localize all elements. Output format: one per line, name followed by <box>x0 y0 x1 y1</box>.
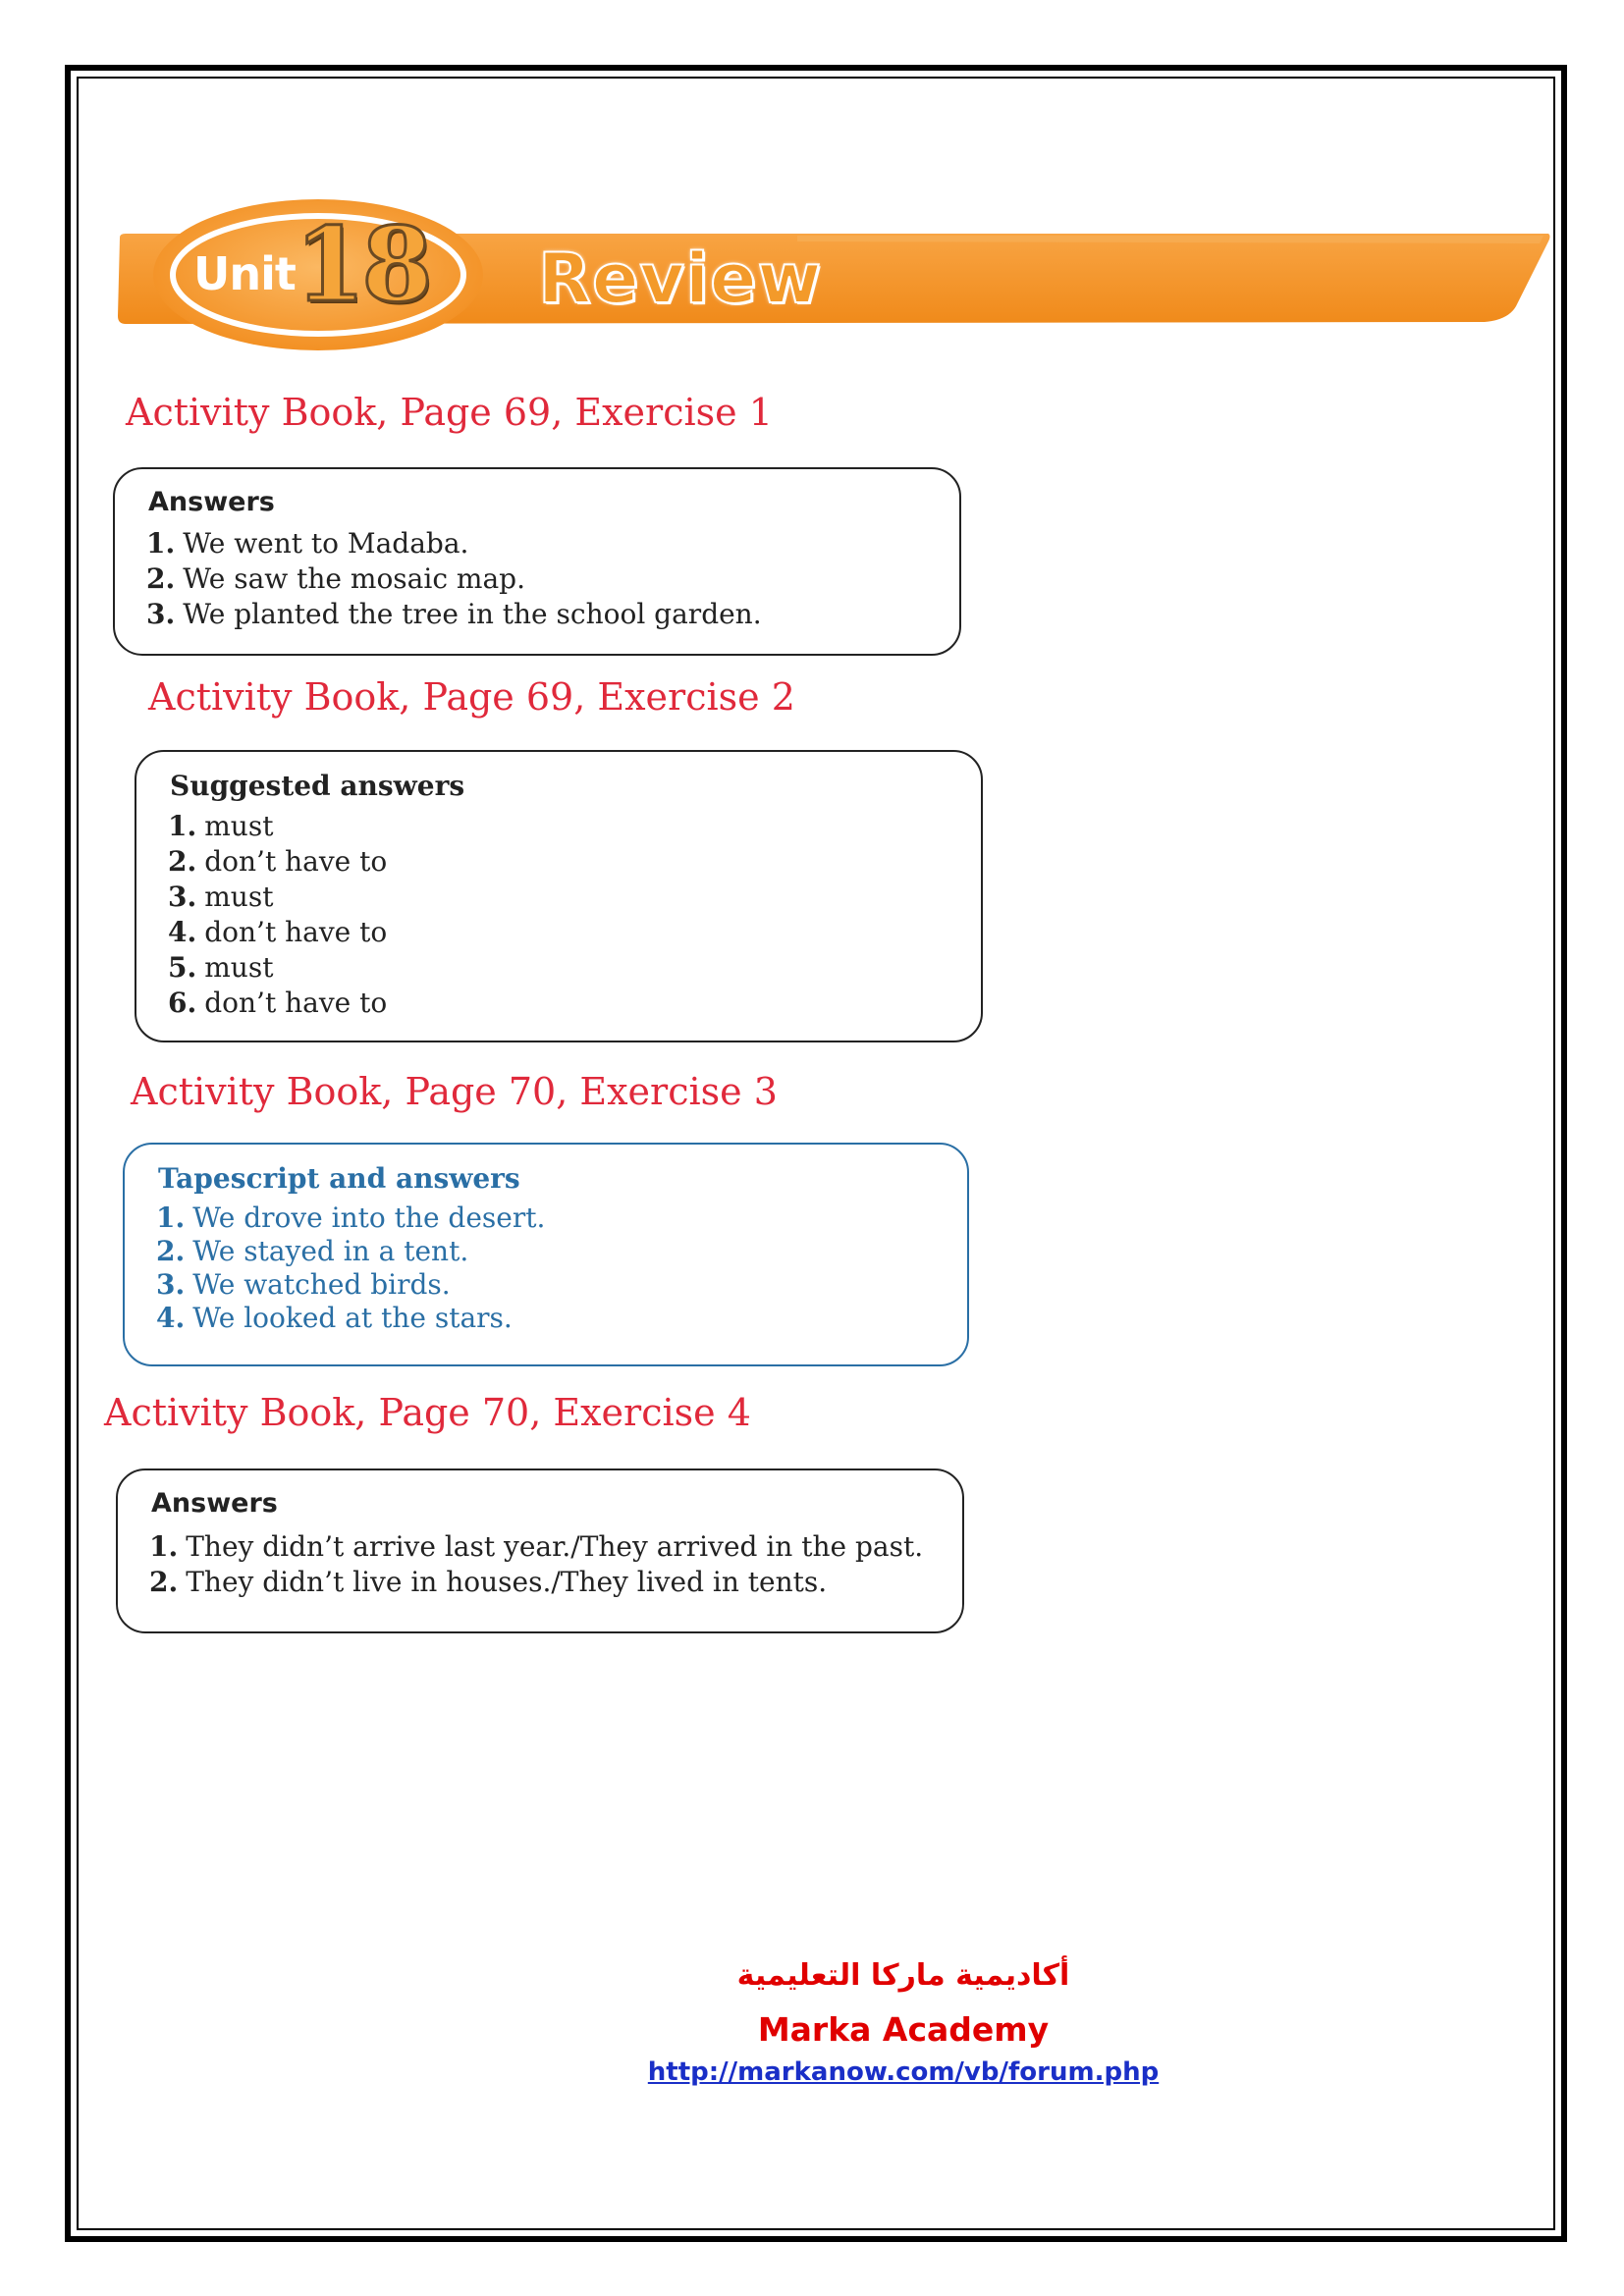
exercise-2-heading: Activity Book, Page 69, Exercise 2 <box>148 675 795 719</box>
list-item: 2. They didn’t live in houses./They lived in tents. <box>149 1566 828 1598</box>
list-item: 1. We drove into the desert. <box>156 1201 546 1234</box>
list-item: 2. We stayed in a tent. <box>156 1235 469 1267</box>
unit-label: Unit <box>193 247 296 300</box>
list-item: 2. We saw the mosaic map. <box>146 562 525 595</box>
list-item: 4. don’t have to <box>168 916 388 948</box>
answer-list <box>149 1529 923 1600</box>
list-item: 5. must <box>168 951 274 984</box>
answer-list <box>146 526 762 632</box>
exercise-3-heading: Activity Book, Page 70, Exercise 3 <box>131 1070 778 1113</box>
list-item: 1. We went to Madaba. <box>146 527 469 560</box>
exercise-4-answer-box <box>116 1468 964 1633</box>
exercise-3-tapescript-box <box>123 1143 969 1366</box>
unit-banner <box>110 196 1553 353</box>
unit-number: 18 <box>295 204 429 325</box>
academy-name-english: Marka Academy <box>757 2010 1050 2049</box>
exercise-4-heading: Activity Book, Page 70, Exercise 4 <box>104 1391 751 1434</box>
box-title: Tapescript and answers <box>158 1162 520 1195</box>
forum-link[interactable]: http://markanow.com/vb/forum.php <box>647 2057 1160 2087</box>
list-item: 3. We planted the tree in the school garden. <box>146 598 762 630</box>
box-title: Suggested answers <box>170 770 465 802</box>
box-title: Answers <box>151 1488 278 1519</box>
answer-list <box>168 809 387 1021</box>
list-item: 4. We looked at the stars. <box>156 1302 513 1334</box>
review-title: Review <box>538 239 823 319</box>
list-item: 1. must <box>168 810 274 842</box>
academy-name-arabic: أكاديمية ماركا التعليمية <box>736 1958 1070 1993</box>
answer-list <box>156 1201 545 1335</box>
box-title: Answers <box>148 487 275 517</box>
list-item: 6. don’t have to <box>168 987 388 1019</box>
exercise-1-heading: Activity Book, Page 69, Exercise 1 <box>126 391 773 434</box>
exercise-1-answer-box <box>113 467 961 656</box>
exercise-2-answer-box <box>135 750 983 1042</box>
list-item: 1. They didn’t arrive last year./They arrived in the past. <box>149 1530 924 1563</box>
list-item: 2. don’t have to <box>168 845 388 878</box>
list-item: 3. We watched birds. <box>156 1268 451 1301</box>
list-item: 3. must <box>168 881 274 913</box>
